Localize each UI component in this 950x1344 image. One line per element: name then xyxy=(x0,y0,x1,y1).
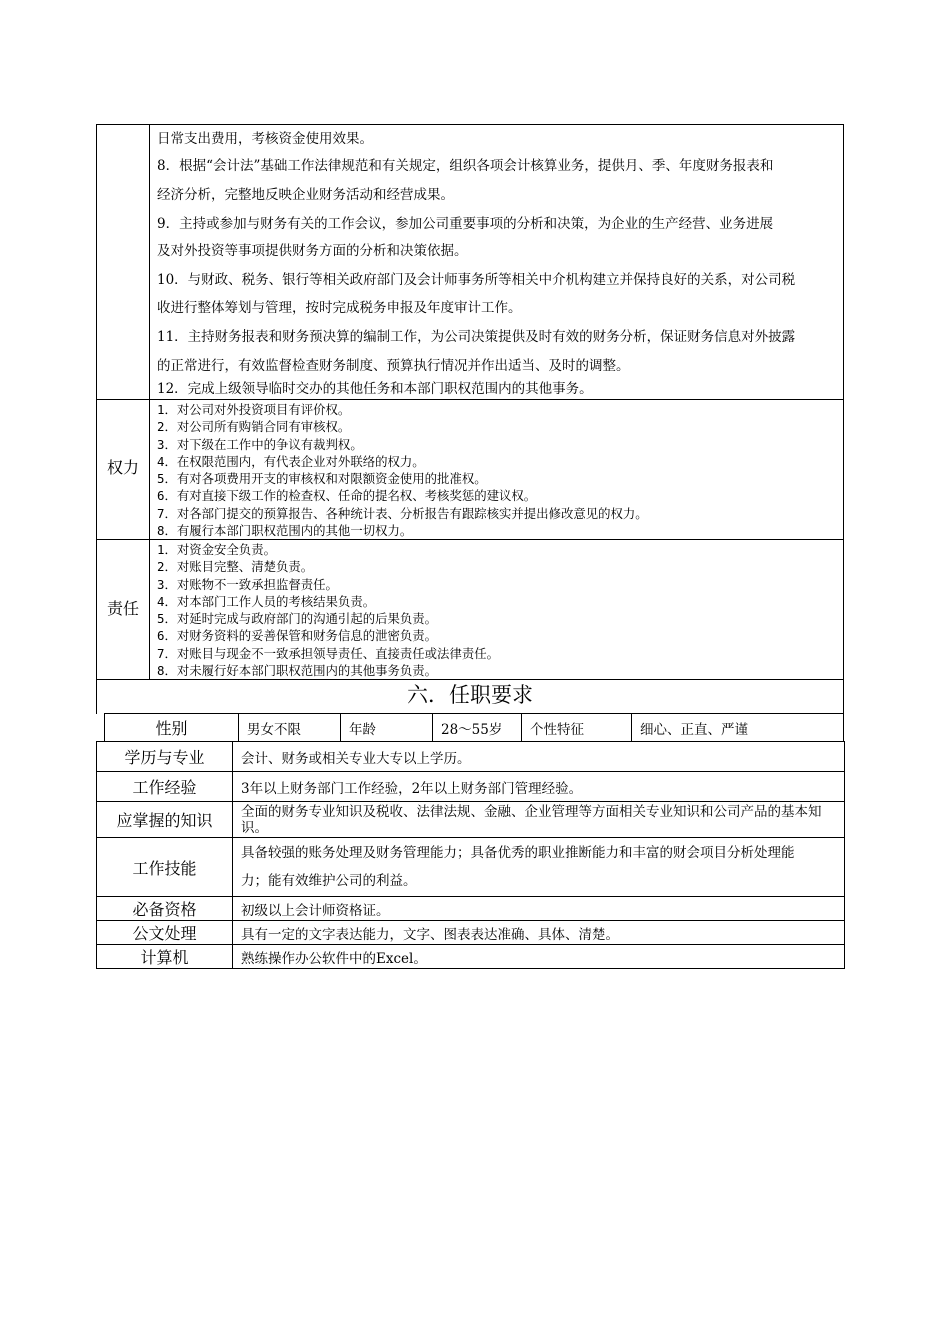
responsibility-item: 6．对财务资料的妥善保管和财务信息的泄密负责。 xyxy=(157,628,438,644)
section-title: 六．任职要求 xyxy=(407,683,533,707)
authority-list xyxy=(157,401,837,539)
skills-line: 力；能有效维护公司的利益。 xyxy=(241,873,417,889)
authority-item: 4．在权限范围内，有代表企业对外联络的权力。 xyxy=(157,453,425,469)
requirement-row xyxy=(97,897,845,921)
education-value: 会计、财务或相关专业大专以上学历。 xyxy=(233,742,845,772)
section-title-row xyxy=(96,680,844,714)
authority-item: 3．对下级在工作中的争议有裁判权。 xyxy=(157,436,363,452)
responsibility-item: 3．对账物不一致承担监督责任。 xyxy=(157,576,338,592)
gender-label: 性别 xyxy=(105,714,239,742)
education-label: 学历与专业 xyxy=(97,742,233,772)
experience-label: 工作经验 xyxy=(97,772,233,802)
requirement-row xyxy=(97,772,845,802)
duty-line: 9．主持或参加与财务有关的工作会议，参加公司重要事项的分析和决策，为企业的生产经营、业务进展 xyxy=(157,216,774,232)
skills-label: 工作技能 xyxy=(97,838,233,897)
authority-item: 8．有履行本部门职权范围内的其他一切权力。 xyxy=(157,523,413,539)
row-divider xyxy=(97,539,843,540)
responsibility-item: 5．对延时完成与政府部门的沟通引起的后果负责。 xyxy=(157,611,438,627)
computer-value: 熟练操作办公软件中的Excel。 xyxy=(233,945,845,969)
duty-line: 收进行整体筹划与管理，按时完成税务申报及年度审计工作。 xyxy=(157,300,522,316)
duty-line: 11．主持财务报表和财务预决算的编制工作，为公司决策提供及时有效的财务分析，保证财务信息对外披露 xyxy=(157,329,796,345)
age-label: 年龄 xyxy=(341,714,433,742)
responsibility-item: 8．对未履行好本部门职权范围内的其他事务负责。 xyxy=(157,663,438,679)
responsibility-item: 7．对账目与现金不一致承担领导责任、直接责任或法律责任。 xyxy=(157,645,500,661)
responsibility-label: 责任 xyxy=(106,599,139,618)
basic-info-table xyxy=(104,713,844,742)
qualification-label: 必备资格 xyxy=(97,897,233,921)
personality-label: 个性特征 xyxy=(522,714,632,742)
skills-value xyxy=(233,838,845,897)
gender-value: 男女不限 xyxy=(239,714,341,742)
duty-line: 10．与财政、税务、银行等相关政府部门及会计师事务所等相关中介机构建立并保持良好的关系，对公司税 xyxy=(157,272,796,288)
responsibility-item: 2．对账目完整、清楚负责。 xyxy=(157,559,314,575)
document-handling-value: 具有一定的文字表达能力，文字、图表表达准确、具体、清楚。 xyxy=(233,921,845,945)
duty-line: 及对外投资等事项提供财务方面的分析和决策依据。 xyxy=(157,243,468,259)
document-handling-label: 公文处理 xyxy=(97,921,233,945)
authority-label: 权力 xyxy=(106,458,139,477)
knowledge-value: 全面的财务专业知识及税收、法律法规、金融、企业管理等方面相关专业知识和公司产品的基本知识。 xyxy=(233,802,845,838)
authority-item: 6．有对直接下级工作的检查权、任命的提名权、考核奖惩的建议权。 xyxy=(157,488,537,504)
duty-line: 日常支出费用，考核资金使用效果。 xyxy=(157,131,373,147)
basic-info-row xyxy=(105,714,844,742)
requirement-row xyxy=(97,838,845,897)
requirement-row xyxy=(97,945,845,969)
knowledge-label: 应掌握的知识 xyxy=(97,802,233,838)
requirements-table xyxy=(96,741,845,969)
authority-item: 2．对公司所有购销合同有审核权。 xyxy=(157,419,351,435)
duty-line: 经济分析，完整地反映企业财务活动和经营成果。 xyxy=(157,187,454,203)
requirement-row xyxy=(97,802,845,838)
column-divider xyxy=(149,125,150,679)
duty-line: 的正常进行，有效监督检查财务制度、预算执行情况并作出适当、及时的调整。 xyxy=(157,358,630,374)
authority-item: 7．对各部门提交的预算报告、各种统计表、分析报告有跟踪核实并提出修改意见的权力。 xyxy=(157,505,648,521)
computer-label: 计算机 xyxy=(97,945,233,969)
responsibility-item: 4．对本部门工作人员的考核结果负责。 xyxy=(157,593,376,609)
responsibility-list xyxy=(157,541,837,679)
experience-value: 3年以上财务部门工作经验，2年以上财务部门管理经验。 xyxy=(233,772,845,802)
row-divider xyxy=(97,399,843,400)
skills-line: 具备较强的账务处理及财务管理能力；具备优秀的职业推断能力和丰富的财会项目分析处理能 xyxy=(241,845,795,861)
qualification-value: 初级以上会计师资格证。 xyxy=(233,897,845,921)
age-value: 28～55岁 xyxy=(433,714,522,742)
duty-line: 12．完成上级领导临时交办的其他任务和本部门职权范围内的其他事务。 xyxy=(157,381,593,397)
duties-table xyxy=(96,124,844,680)
requirement-row xyxy=(97,921,845,945)
authority-item: 1．对公司对外投资项目有评价权。 xyxy=(157,402,351,417)
personality-value: 细心、正直、严谨 xyxy=(632,714,844,742)
responsibility-item: 1．对资金安全负责。 xyxy=(157,542,276,557)
authority-item: 5．有对各项费用开支的审核权和对限额资金使用的批准权。 xyxy=(157,471,487,487)
duty-line: 8．根据“会计法”基础工作法律规范和有关规定，组织各项会计核算业务，提供月、季、年度财务报表和 xyxy=(157,158,774,174)
requirement-row xyxy=(97,742,845,772)
